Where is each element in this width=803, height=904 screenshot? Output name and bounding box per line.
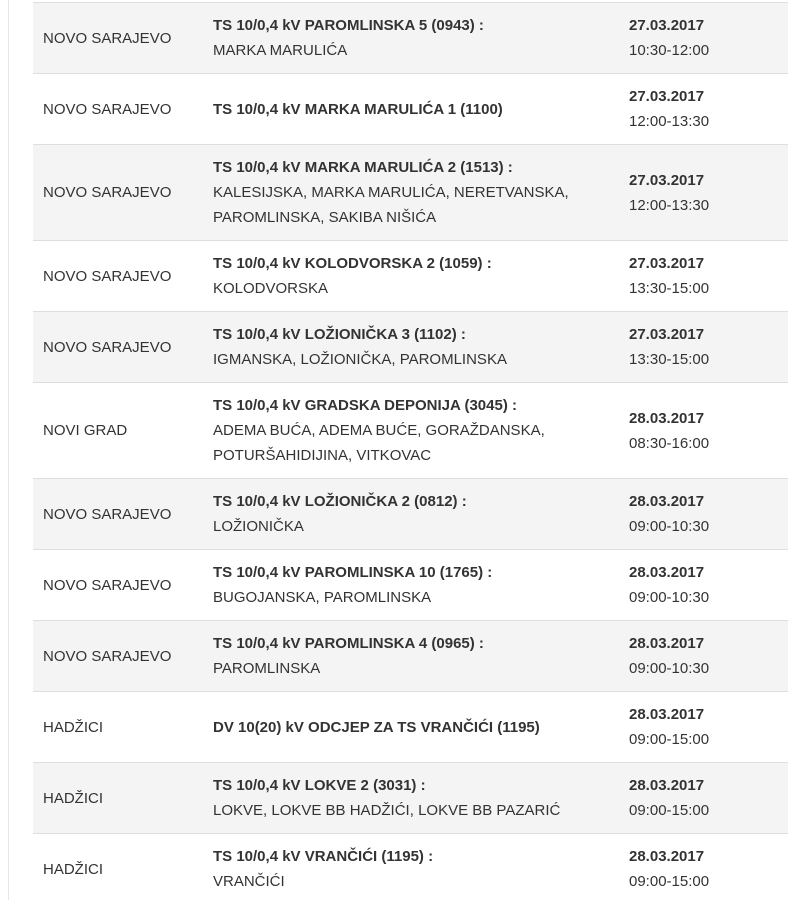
area-cell: NOVI GRAD: [33, 383, 203, 479]
station-name: TS 10/0,4 kV MARKA MARULIĆA 1 (1100): [213, 97, 609, 122]
outage-date: 27.03.2017: [629, 13, 778, 38]
outage-date: 27.03.2017: [629, 168, 778, 193]
outage-time: 12:00-13:30: [629, 193, 778, 218]
area-cell: NOVO SARAJEVO: [33, 241, 203, 312]
outage-date: 28.03.2017: [629, 773, 778, 798]
schedule-cell: [619, 383, 788, 479]
outage-date: 28.03.2017: [629, 631, 778, 656]
table-row: [33, 479, 788, 550]
table-row: [33, 3, 788, 74]
affected-streets: ADEMA BUĆA, ADEMA BUĆE, GORAŽDANSKA, POTURŠAHIDIJINA, VITKOVAC: [213, 418, 609, 468]
schedule-cell: [619, 479, 788, 550]
station-name: TS 10/0,4 kV PAROMLINSKA 4 (0965) :: [213, 631, 609, 656]
station-name: TS 10/0,4 kV PAROMLINSKA 10 (1765) :: [213, 560, 609, 585]
station-cell: [203, 621, 619, 692]
area-cell: NOVO SARAJEVO: [33, 145, 203, 241]
outage-time: 13:30-15:00: [629, 347, 778, 372]
table-row: [33, 763, 788, 834]
area-cell: NOVO SARAJEVO: [33, 312, 203, 383]
outage-date: 27.03.2017: [629, 251, 778, 276]
schedule-cell: [619, 3, 788, 74]
outage-time: 10:30-12:00: [629, 38, 778, 63]
outage-time: 13:30-15:00: [629, 276, 778, 301]
table-row: [33, 834, 788, 904]
affected-streets: MARKA MARULIĆA: [213, 38, 609, 63]
outage-date: 27.03.2017: [629, 322, 778, 347]
station-cell: [203, 241, 619, 312]
outage-date: 28.03.2017: [629, 702, 778, 727]
schedule-cell: [619, 145, 788, 241]
outage-table-body: [33, 3, 788, 904]
station-cell: [203, 74, 619, 145]
outage-date: 28.03.2017: [629, 560, 778, 585]
station-name: TS 10/0,4 kV GRADSKA DEPONIJA (3045) :: [213, 393, 609, 418]
station-name: TS 10/0,4 kV VRANČIĆI (1195) :: [213, 844, 609, 869]
schedule-cell: [619, 621, 788, 692]
outage-time: 09:00-15:00: [629, 727, 778, 752]
table-row: [33, 145, 788, 241]
affected-streets: BUGOJANSKA, PAROMLINSKA: [213, 585, 609, 610]
table-row: [33, 692, 788, 763]
affected-streets: VRANČIĆI: [213, 869, 609, 894]
outage-time: 09:00-10:30: [629, 585, 778, 610]
table-row: [33, 74, 788, 145]
station-cell: [203, 145, 619, 241]
schedule-cell: [619, 834, 788, 904]
area-cell: NOVO SARAJEVO: [33, 74, 203, 145]
area-cell: NOVO SARAJEVO: [33, 479, 203, 550]
outage-time: 09:00-10:30: [629, 656, 778, 681]
content-left-border: [8, 0, 9, 900]
station-cell: [203, 479, 619, 550]
table-row: [33, 621, 788, 692]
station-name: DV 10(20) kV ODCJEP ZA TS VRANČIĆI (1195): [213, 715, 609, 740]
station-cell: [203, 763, 619, 834]
station-name: TS 10/0,4 kV LOŽIONIČKA 3 (1102) :: [213, 322, 609, 347]
area-cell: HADŽICI: [33, 763, 203, 834]
outage-date: 28.03.2017: [629, 844, 778, 869]
area-cell: NOVO SARAJEVO: [33, 550, 203, 621]
outage-date: 28.03.2017: [629, 406, 778, 431]
area-cell: NOVO SARAJEVO: [33, 621, 203, 692]
outage-table: [33, 2, 788, 904]
station-cell: [203, 550, 619, 621]
table-row: [33, 241, 788, 312]
station-cell: [203, 383, 619, 479]
table-row: [33, 312, 788, 383]
station-name: TS 10/0,4 kV KOLODVORSKA 2 (1059) :: [213, 251, 609, 276]
schedule-cell: [619, 692, 788, 763]
area-cell: NOVO SARAJEVO: [33, 3, 203, 74]
affected-streets: LOŽIONIČKA: [213, 514, 609, 539]
affected-streets: KALESIJSKA, MARKA MARULIĆA, NERETVANSKA, PAROMLINSKA, SAKIBA NIŠIĆA: [213, 180, 609, 230]
station-name: TS 10/0,4 kV LOKVE 2 (3031) :: [213, 773, 609, 798]
area-cell: HADŽICI: [33, 692, 203, 763]
station-name: TS 10/0,4 kV PAROMLINSKA 5 (0943) :: [213, 13, 609, 38]
outage-time: 12:00-13:30: [629, 109, 778, 134]
station-cell: [203, 834, 619, 904]
affected-streets: LOKVE, LOKVE BB HADŽIĆI, LOKVE BB PAZARIĆ: [213, 798, 609, 823]
outage-time: 09:00-10:30: [629, 514, 778, 539]
outage-time: 09:00-15:00: [629, 869, 778, 894]
station-cell: [203, 3, 619, 74]
schedule-cell: [619, 550, 788, 621]
schedule-cell: [619, 74, 788, 145]
affected-streets: IGMANSKA, LOŽIONIČKA, PAROMLINSKA: [213, 347, 609, 372]
outage-time: 08:30-16:00: [629, 431, 778, 456]
schedule-cell: [619, 312, 788, 383]
station-name: TS 10/0,4 kV LOŽIONIČKA 2 (0812) :: [213, 489, 609, 514]
schedule-cell: [619, 763, 788, 834]
outage-date: 27.03.2017: [629, 84, 778, 109]
station-cell: [203, 312, 619, 383]
station-cell: [203, 692, 619, 763]
station-name: TS 10/0,4 kV MARKA MARULIĆA 2 (1513) :: [213, 155, 609, 180]
outage-time: 09:00-15:00: [629, 798, 778, 823]
affected-streets: PAROMLINSKA: [213, 656, 609, 681]
table-row: [33, 550, 788, 621]
affected-streets: KOLODVORSKA: [213, 276, 609, 301]
schedule-cell: [619, 241, 788, 312]
outage-date: 28.03.2017: [629, 489, 778, 514]
table-row: [33, 383, 788, 479]
area-cell: HADŽICI: [33, 834, 203, 904]
